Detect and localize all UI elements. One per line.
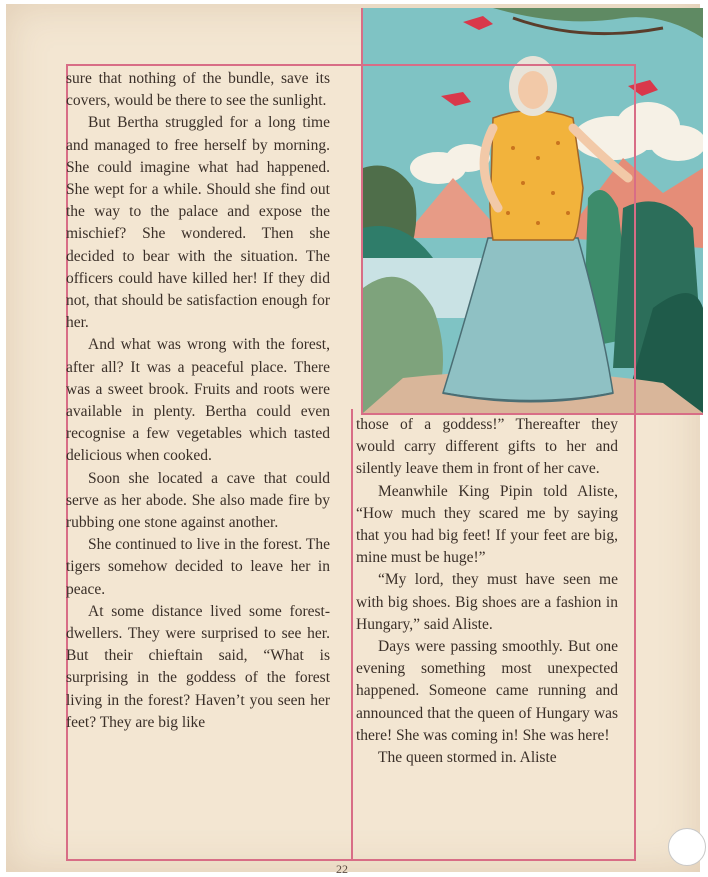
right-column	[356, 414, 618, 769]
paragraph: But Bertha struggled for a long time and managed to free herself by morning. She could imagine what had happened. She wept for a while. Should she find out the way to the palace and expose the mischief? She wondered. Then she decided to bear with the situation. The officers could have killed her! If they did not, that should be satisfaction enough for her.	[66, 114, 330, 332]
paragraph: The queen stormed in. Aliste	[378, 749, 557, 767]
page-number: 22	[336, 862, 348, 876]
paragraph: Meanwhile King Pipin told Aliste, “How much they scared me by saying that you had big feet! If your feet are big, mine must be huge!”	[356, 482, 618, 567]
paragraph: And what was wrong with the forest, after all? It was a peaceful place. There was a sweet brook. Fruits and roots were available in plenty. Bertha could even recognise a few vegetables which tasted delicious when cooked.	[66, 336, 330, 465]
paragraph: At some distance lived some forest-dwellers. They were surprised to see her. But their chieftain said, “What is surprising in the goddess of the forest living in the forest? Haven’t you seen her feet? They are big like	[66, 602, 330, 731]
paragraph: Soon she located a cave that could serve as her abode. She also made fire by rubbing one stone against another.	[66, 469, 330, 532]
paragraph: sure that nothing of the bundle, save its covers, would be there to see the sunlight.	[66, 70, 330, 110]
scanner-badge-icon	[668, 828, 706, 866]
column-divider	[351, 409, 353, 859]
paragraph: those of a goddess!” Thereafter they would carry different gifts to her and silently leave them in front of her cave.	[356, 416, 618, 478]
paragraph: She continued to live in the forest. The tigers somehow decided to leave her in peace.	[66, 536, 330, 598]
paragraph: “My lord, they must have seen me with big shoes. Big shoes are a fashion in Hungary,” said Aliste.	[356, 571, 618, 633]
left-column	[66, 68, 330, 734]
paragraph: Days were passing smoothly. But one evening something most unexpected happened. Someone came running and announced that the queen of Hungary was there! She was coming in! She was here!	[356, 638, 618, 744]
